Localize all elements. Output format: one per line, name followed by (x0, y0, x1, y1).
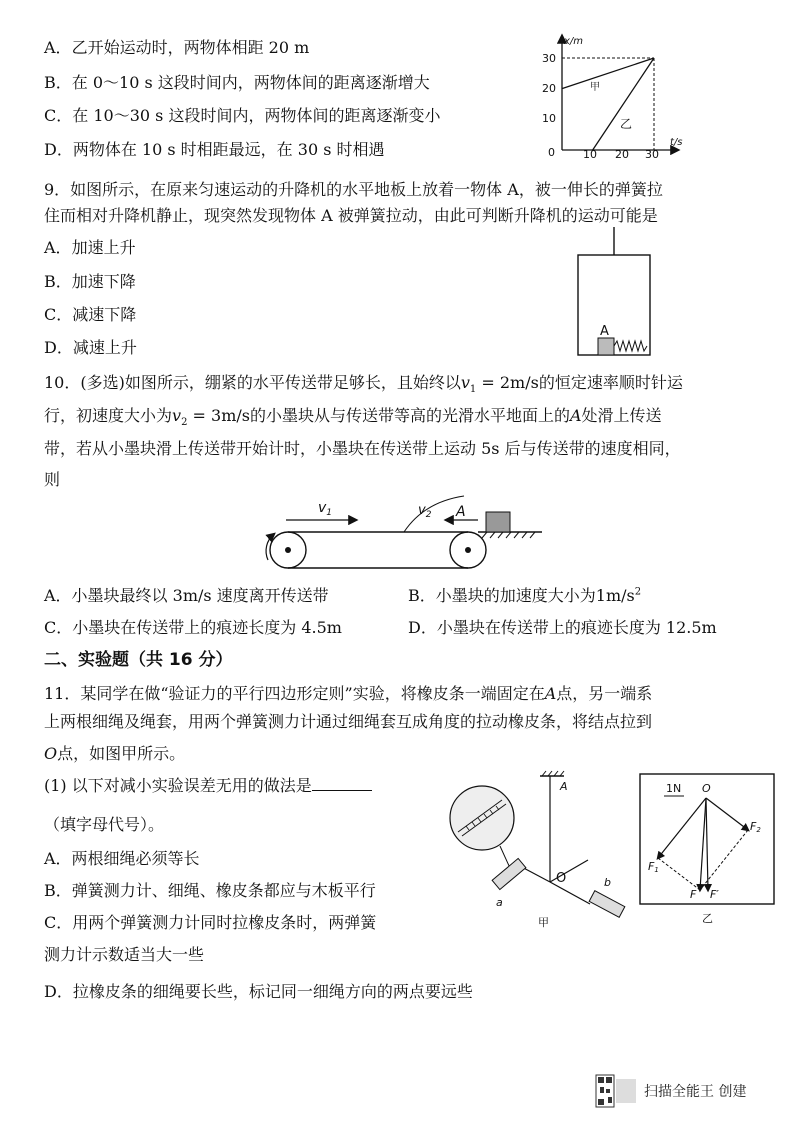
q10-option-d: D．小墨块在传送带上的痕迹长度为 12.5m (408, 618, 717, 637)
q9-spring (614, 341, 647, 351)
q11-point-o: O (556, 871, 567, 886)
q11-option-a: A．两根细绳必须等长 (44, 849, 200, 868)
q11-option-c1: C．用两个弹簧测力计同时拉橡皮条时，两弹簧 (44, 913, 377, 932)
q8-label-jia: 甲 (590, 82, 600, 93)
scanner-watermark (596, 1074, 746, 1108)
q10-stem-line3: 带，若从小墨块滑上传送带开始计时，小墨块在传送带上运动 5s 后与传送带的速度相同， (44, 439, 681, 458)
q8-line-jia (562, 58, 654, 89)
q8-ytick-10: 10 (542, 112, 556, 125)
q9-block-label: A (600, 324, 609, 339)
q11-option-b: B．弹簧测力计、细绳、橡皮条都应与木板平行 (44, 881, 376, 900)
q11-yi-scale: 1N (666, 782, 682, 795)
q10-option-b: B．小墨块的加速度大小为$1m/s^2$ (408, 586, 642, 605)
q10-option-c: C．小墨块在传送带上的痕迹长度为 4.5m (44, 618, 342, 637)
q11-yi-fprime-label: F′ (710, 888, 719, 901)
q11-stem-line1: 11．某同学在做“验证力的平行四边形定则”实验，将橡皮条一端固定在A点，另一端系 (44, 684, 653, 703)
q11-yi-dash1 (658, 858, 700, 890)
q9-elevator-figure (572, 225, 662, 360)
q11-magnifier (450, 786, 514, 850)
q8-label-yi: 乙 (620, 117, 633, 131)
q11-magnifier-lead (500, 846, 510, 868)
q9-option-c: C．减速下降 (44, 305, 137, 324)
q8-option-b: B．在 0～10 s 这段时间内，两物体间的距离逐渐增大 (44, 73, 430, 92)
q9-option-b: B．加速下降 (44, 272, 136, 291)
q11-fixed-hatch (542, 771, 564, 776)
q8-option-a: A．乙开始运动时，两物体相距 20 m (44, 38, 310, 57)
q9-stem-line1: 9．如图所示，在原来匀速运动的升降机的水平地板上放着一物体 A，被一伸长的弹簧拉 (44, 180, 663, 199)
q11-figure-yi (638, 770, 778, 935)
q10-fig-v2: $v_2$ (418, 503, 432, 520)
qr-code-icon (596, 1075, 636, 1107)
q10-pulley-right-axle (465, 547, 471, 553)
q8-xtick-10: 10 (583, 148, 597, 161)
q11-sub1: (1) 以下对减小实验误差无用的做法是 (44, 776, 372, 796)
q10-pulley-left-axle (285, 547, 291, 553)
q11-label-b: b (604, 876, 611, 889)
q11-option-c2: 测力计示数适当大一些 (44, 945, 205, 964)
q11-spring-scale-a (492, 858, 526, 889)
q10-ink-block (486, 512, 510, 532)
q11-option-d: D．拉橡皮条的细绳要长些，标记同一细绳方向的两点要远些 (44, 982, 473, 1001)
section-title: 二、实验题（共 16 分） (44, 650, 233, 670)
q9-stem-line2: 住而相对升降机静止，现突然发现物体 A 被弹簧拉动，由此可判断升降机的运动可能是 (44, 206, 658, 225)
q11-caption-jia: 甲 (538, 916, 549, 929)
q10-fig-point-a: A (456, 504, 466, 520)
q9-block-a (598, 338, 614, 355)
q8-xtick-20: 20 (615, 148, 629, 161)
q8-ylabel: x/m (564, 36, 584, 47)
q11-stem-line2: 上两根细绳及绳套，用两个弹簧测力计通过细绳套互成角度的拉动橡皮条，将结点拉到 (44, 712, 653, 731)
q11-yi-f1 (658, 798, 706, 858)
q9-option-d: D．减速上升 (44, 338, 137, 357)
q11-yi-f2-label: F2 (750, 820, 761, 834)
scanner-brand: 扫描全能王 创建 (644, 1084, 747, 1100)
q8-xtick-30: 30 (645, 148, 659, 161)
q8-option-d: D．两物体在 10 s 时相距最远，在 30 s 时相遇 (44, 140, 385, 159)
q11-yi-f1-label: F1 (648, 860, 659, 874)
q11-figure-jia (440, 770, 630, 930)
q10-stem-line1: 10．(多选)如图所示，绷紧的水平传送带足够长，且始终以$v_1 = 2m/s$的恒定速率顺时针运 (44, 373, 683, 396)
q11-yi-f (700, 798, 706, 890)
q8-option-c: C．在 10～30 s 这段时间内，两物体间的距离逐渐变小 (44, 106, 441, 125)
q11-point-a: A (560, 780, 568, 793)
q10-fig-v1: $v_1$ (318, 500, 333, 518)
answer-blank[interactable] (312, 776, 372, 791)
q8-line-yi (593, 58, 654, 150)
q10-stem-line4: 则 (44, 470, 61, 489)
q11-yi-fprime (706, 798, 708, 890)
q8-ytick-0: 0 (548, 146, 555, 159)
q10-stem-line2: 行，初速度大小为$v_2 = 3m/s$的小墨块从与传送带等高的光滑水平地面上的A处滑上传送 (44, 406, 662, 429)
q10-ground-hatch (482, 532, 535, 538)
q11-sub1-hint: （填字母代号）。 (44, 815, 165, 834)
q8-xlabel: t/s (670, 137, 683, 148)
q11-yi-f2 (706, 798, 748, 830)
q10-pen-stroke (404, 496, 464, 532)
q11-yi-f-label: F (690, 888, 697, 901)
q11-caption-yi: 乙 (702, 912, 713, 925)
q11-spring-scale-b (589, 891, 625, 918)
q11-string-b2 (550, 882, 590, 904)
q11-yi-o: O (702, 782, 711, 795)
q10-option-a: A．小墨块最终以 3m/s 速度离开传送带 (44, 586, 329, 605)
q8-ytick-30: 30 (542, 52, 556, 65)
q11-label-a: a (496, 896, 503, 909)
q10-conveyor-figure (256, 480, 546, 570)
q8-xt-graph (528, 32, 688, 162)
q11-stem-line3: O点，如图甲所示。 (44, 744, 186, 763)
q9-option-a: A．加速上升 (44, 238, 136, 257)
q8-ytick-20: 20 (542, 82, 556, 95)
